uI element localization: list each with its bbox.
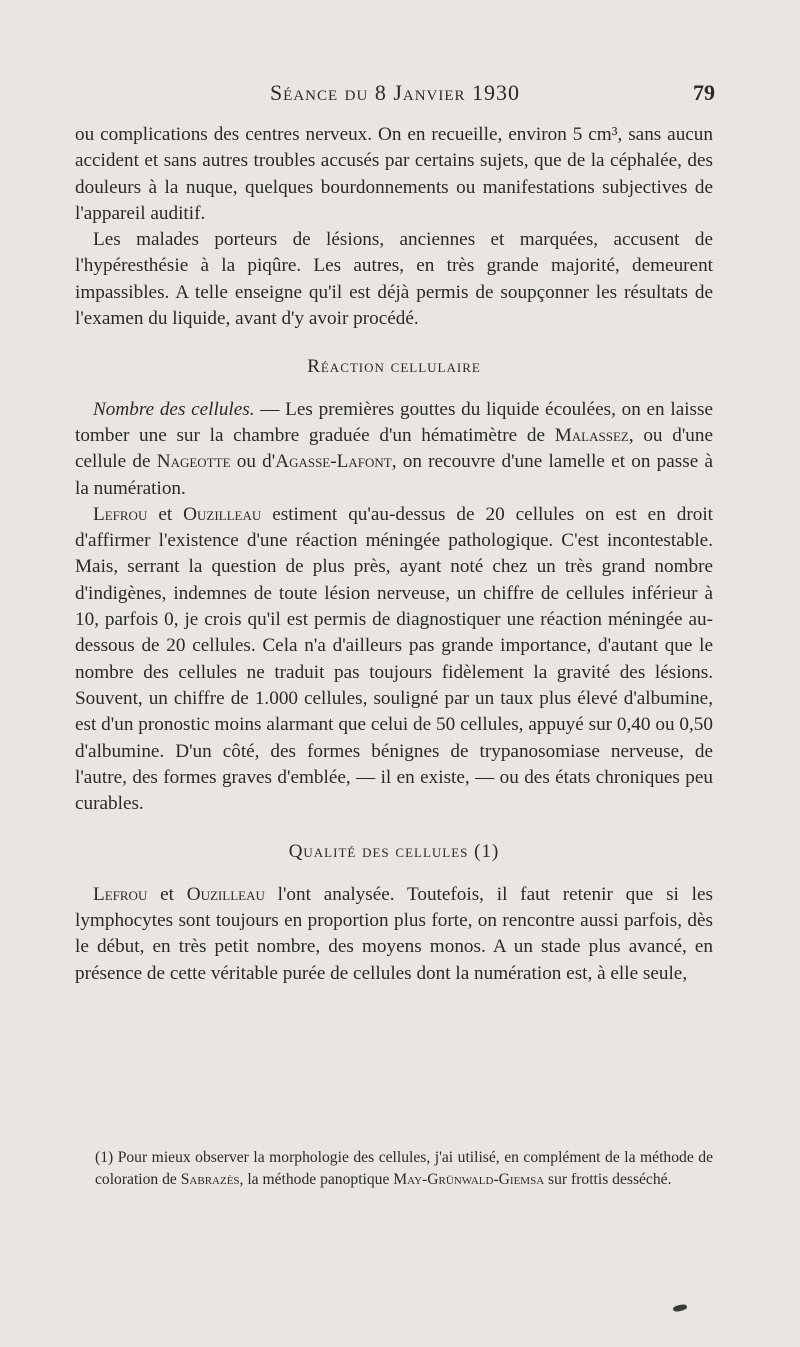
author-name: Agasse-Lafont xyxy=(275,451,392,473)
text-run: (1) Pour mieux observer la morphologie des cellules, j'ai utilisé, en complément de la méthode de coloration de xyxy=(95,1149,713,1188)
author-name: Lefrou xyxy=(93,503,148,525)
text-run: , la méthode panoptique xyxy=(239,1170,394,1188)
author-name: Sabrazès xyxy=(180,1170,240,1188)
paragraph-2: Les malades porteurs de lésions, anciennes et marquées, accusent de l'hypéresthésie à la piqûre. Les autres, en très grande majorité, demeurent impassibles. A telle enseigne qu'il est déjà permis de soupçonner les résultats de l'examen du liquide, avant d'y avoir procédé. xyxy=(75,229,713,330)
paragraph-5 xyxy=(75,882,713,987)
text-run: ou d' xyxy=(230,451,276,473)
author-name: Lefrou xyxy=(93,883,148,905)
running-title: Séance du 8 Janvier 1930 xyxy=(269,80,521,105)
running-head xyxy=(75,80,715,110)
body-text xyxy=(75,122,713,987)
author-name: Ouzilleau xyxy=(183,503,262,525)
footnote-text xyxy=(95,1147,713,1190)
text-run: estiment qu'au-dessus de 20 cellules on est en droit d'affirmer l'existence d'une réaction méningée pathologique. C'est incontestable. Mais, serrant la question de plus près, ayant noté chez un très grand nombre d'indigènes, indemnes de toute lésion nerveuse, un chiffre de cellules inférieur à 10, parfois 0, je crois qu'il est permis de diagnostiquer une réaction méningée au-dessous de 20 cellules. Cela n'a d'ailleurs pas grande importance, d'autant que le nombre des cellules ne traduit pas toujours fidèlement la gravité des lésions. Souvent, un chiffre de 1.000 cellules, souligné par un taux plus élevé d'albumine, est d'un pronostic moins alarmant que celui de 50 cellules, appuyé sur 0,40 ou 0,50 d'albumine. D'un côté, des formes bénignes de trypanosomiase nerveuse, de l'autre, des formes graves d'emblée, — il en existe, — ou des états chroniques peu curables. xyxy=(75,503,713,815)
author-name: May-Grünwald-Giemsa xyxy=(393,1170,545,1188)
text-run: et xyxy=(147,503,184,525)
paragraph-1: ou complications des centres nerveux. On en recueille, environ 5 cm³, sans aucun accident et sans autres troubles accusés par certains sujets, que de la céphalée, des douleurs à la nuque, quelques bourdonnements ou manifestations subjectives de l'appareil auditif. xyxy=(75,124,713,224)
text-run: , ou d'une cellule de xyxy=(75,424,713,473)
author-name: Malassez xyxy=(554,424,629,446)
subsection-lead: Nombre des cellules. xyxy=(93,398,255,420)
text-run: et xyxy=(147,883,187,905)
ink-speck xyxy=(673,1304,688,1313)
text-run: sur frottis desséché. xyxy=(544,1170,672,1188)
footnote xyxy=(95,1147,713,1190)
section-heading-reaction: Réaction cellulaire xyxy=(307,356,481,378)
author-name: Nageotte xyxy=(156,451,231,473)
text-run: , on recouvre d'une lamelle et on passe à la numération. xyxy=(75,451,713,499)
section-heading-qualite: Qualité des cellules (1) xyxy=(288,841,500,863)
text-run: l'ont analysée. Toutefois, il faut retenir que si les lymphocytes sont toujours en proportion plus forte, on rencontre aussi parfois, dès le début, en très petit nombre, des moyens monos. A un stade plus avancé, en présence de cette véritable purée de cellules dont la numération est, à elle seule, xyxy=(75,883,713,984)
text-run: — Les premières gouttes du liquide écoulées, on en laisse tomber une sur la chambre graduée d'un hématimètre de xyxy=(75,398,714,446)
paragraph-4 xyxy=(75,502,713,818)
paragraph-3 xyxy=(75,397,713,502)
page-number: 79 xyxy=(693,80,715,105)
author-name: Ouzilleau xyxy=(186,883,265,905)
